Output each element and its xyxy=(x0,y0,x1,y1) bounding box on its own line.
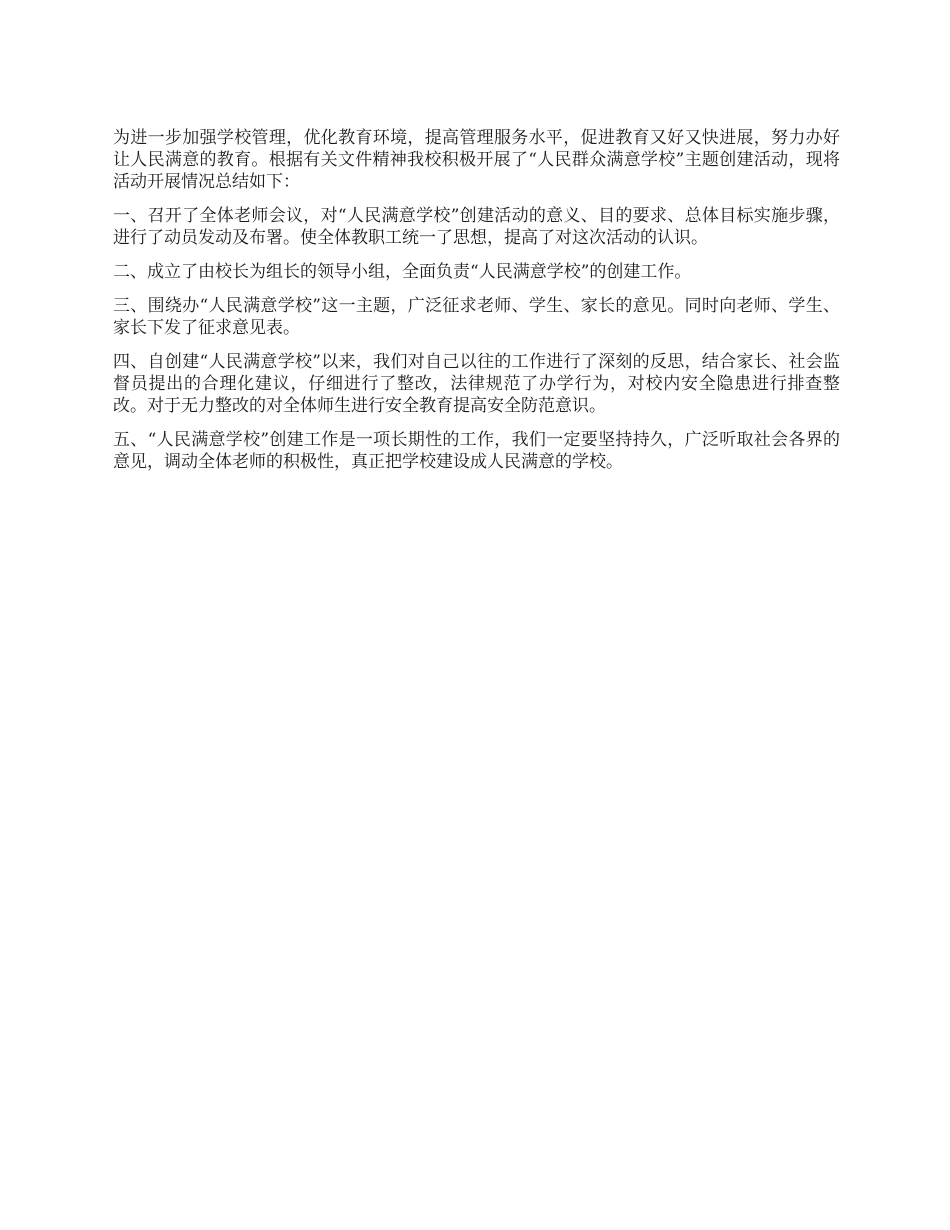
paragraph-item-1: 一、召开了全体老师会议，对“人民满意学校”创建活动的意义、目的要求、总体目标实施步骤，进行了动员发动及布署。使全体教职工统一了思想，提高了对这次活动的认识。 xyxy=(113,206,840,248)
paragraph-item-5: 五、“人民满意学校”创建工作是一项长期性的工作，我们一定要坚持持久，广泛听取社会各界的意见，调动全体老师的积极性，真正把学校建设成人民满意的学校。 xyxy=(113,430,840,472)
document-body xyxy=(113,127,840,485)
paragraph-item-4: 四、自创建“人民满意学校”以来，我们对自己以往的工作进行了深刻的反思，结合家长、社会监督员提出的合理化建议，仔细进行了整改，法律规范了办学行为，对校内安全隐患进行排查整改。对于无力整改的对全体师生进行安全教育提高安全防范意识。 xyxy=(113,352,840,416)
paragraph-item-3: 三、围绕办“人民满意学校”这一主题，广泛征求老师、学生、家长的意见。同时向老师、学生、家长下发了征求意见表。 xyxy=(113,296,840,338)
intro-paragraph: 为进一步加强学校管理，优化教育环境，提高管理服务水平，促进教育又好又快进展，努力办好让人民满意的教育。根据有关文件精神我校积极开展了“人民群众满意学校”主题创建活动，现将活动开展情况总结如下： xyxy=(113,128,840,192)
paragraph-item-2: 二、成立了由校长为组长的领导小组，全面负责“人民满意学校”的创建工作。 xyxy=(113,262,692,282)
